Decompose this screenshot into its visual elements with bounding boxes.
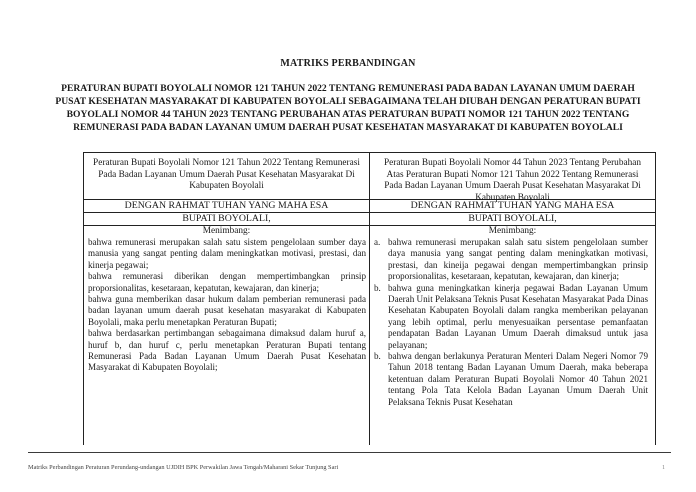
official-new: BUPATI BOYOLALI,	[370, 213, 655, 226]
matrix-column-new	[370, 153, 655, 408]
considering-label-old: Menimbang:	[202, 226, 251, 236]
considering-body-new	[370, 237, 655, 408]
item-marker: a.	[374, 237, 381, 247]
paragraph: bahwa remunerasi merupakan salah satu sistem pengelolaan sumber daya manusia yang sangat penting dalam meningkatkan motivasi, prestasi, dan kinerja pegawai;	[88, 237, 366, 270]
footer-text: Matriks Perbandingan Peraturan Perundang-undangan UJDIH BPK Perwakilan Jawa Tengah/Maharani Sekar Tunjung Sari	[28, 464, 339, 471]
footer-divider	[28, 452, 671, 453]
document-subtitle: PERATURAN BUPATI BOYOLALI NOMOR 121 TAHUN 2022 TENTANG REMUNERASI PADA BADAN LAYANAN UMUM DAERAH PUSAT KESEHATAN MASYARAKAT DI KABUPATEN BOYOLALI SEBAGAIMANA TELAH DIUBAH DENGAN PERATURAN BUPATI BOYOLALI NOMOR 44 TAHUN 2023 TENTANG PERUBAHAN ATAS PERATURAN BUPATI NOMOR 121 TAHUN 2022 TENTANG REMUNERASI PADA BADAN LAYANAN UMUM DAERAH PUSAT KESEHATAN MASYARAKAT DI KABUPATEN BOYOLALI	[55, 83, 641, 133]
column-header-old: Peraturan Bupati Boyolali Nomor 121 Tahun 2022 Tentang Remunerasi Pada Badan Layanan Umum Daerah Pusat Kesehatan Masyarakat Di Kabupaten Boyolali	[84, 153, 369, 200]
item-text: bahwa guna meningkatkan kinerja pegawai Badan Layanan Umum Daerah Unit Pelaksana Teknis Pusat Kesehatan Masyarakat Pada Dinas Kesehatan Kabupaten Boyolali dalam rangka memberikan pelayanan yang lebih optimal, perlu menyesuaikan persentase pemanfaatan pendapatan Badan Layanan Umum Daerah dimaksud untuk jasa pelayanan;	[388, 282, 648, 350]
page-number: 1	[662, 464, 666, 471]
paragraph: bahwa remunerasi diberikan dengan mempertimbangkan prinsip proporsionalitas, kesetaraan, kepatutan, kewajaran, dan kinerja;	[88, 271, 366, 293]
list-item	[374, 351, 652, 408]
preamble-old: DENGAN RAHMAT TUHAN YANG MAHA ESA	[84, 200, 369, 213]
item-text: bahwa dengan berlakunya Peraturan Menteri Dalam Negeri Nomor 79 Tahun 2018 tentang Badan Layanan Umum Daerah, maka beberapa ketentuan dalam Peraturan Bupati Boyolali Nomor 40 Tahun 2021 tentang Pola Tata Kelola Badan Layanan Umum Daerah Unit Pelaksana Teknis Pusat Kesehatan	[388, 351, 648, 407]
item-marker: b.	[374, 282, 381, 293]
item-marker: b.	[374, 351, 381, 362]
list-item	[374, 283, 652, 351]
considering-label-new: Menimbang:	[488, 226, 537, 236]
item-text: bahwa remunerasi merupakan salah satu sistem pengelolaan sumber daya manusia yang sangat penting dalam meningkatkan motivasi, prestasi, dan kineija pegawai dengan mempertimbangkan prinsip proporsionalitas, kesetaraan, kepatutan, kewajaran, dan kinerja;	[388, 237, 648, 282]
preamble-new: DENGAN RAHMAT TUHAN YANG MAHA ESA	[370, 200, 655, 213]
considering-body-old	[84, 237, 369, 374]
paragraph: bahwa berdasarkan pertimbangan sebagaimana dimaksud dalam huruf a, huruf b, dan huruf c, perlu menetapkan Peraturan Bupati tentang Remunerasi Pada Badan Layanan Umum Daerah Pusat Kesehatan Masyarakat di Kabupaten Boyolali;	[88, 328, 366, 373]
paragraph: bahwa guna memberikan dasar hukum dalam pemberian remunerasi pada badan layanan umum daerah pusat kesehatan masyarakat di Kabupaten Boyolali, maka perlu menetapkan Peraturan Bupati;	[88, 294, 366, 327]
column-header-new: Peraturan Bupati Boyolali Nomor 44 Tahun 2023 Tentang Perubahan Atas Peraturan Bupati Nomor 121 Tahun 2022 Tentang Remunerasi Pada Badan Layanan Umum Daerah Pusat Kesehatan Masyarakat Di Kabupaten Boyolali	[370, 153, 655, 200]
matrix-column-old	[84, 153, 369, 374]
official-old: BUPATI BOYOLALI,	[84, 213, 369, 226]
comparison-matrix	[83, 152, 656, 445]
document-title: MATRIKS PERBANDINGAN	[280, 58, 416, 69]
list-item	[374, 237, 652, 283]
